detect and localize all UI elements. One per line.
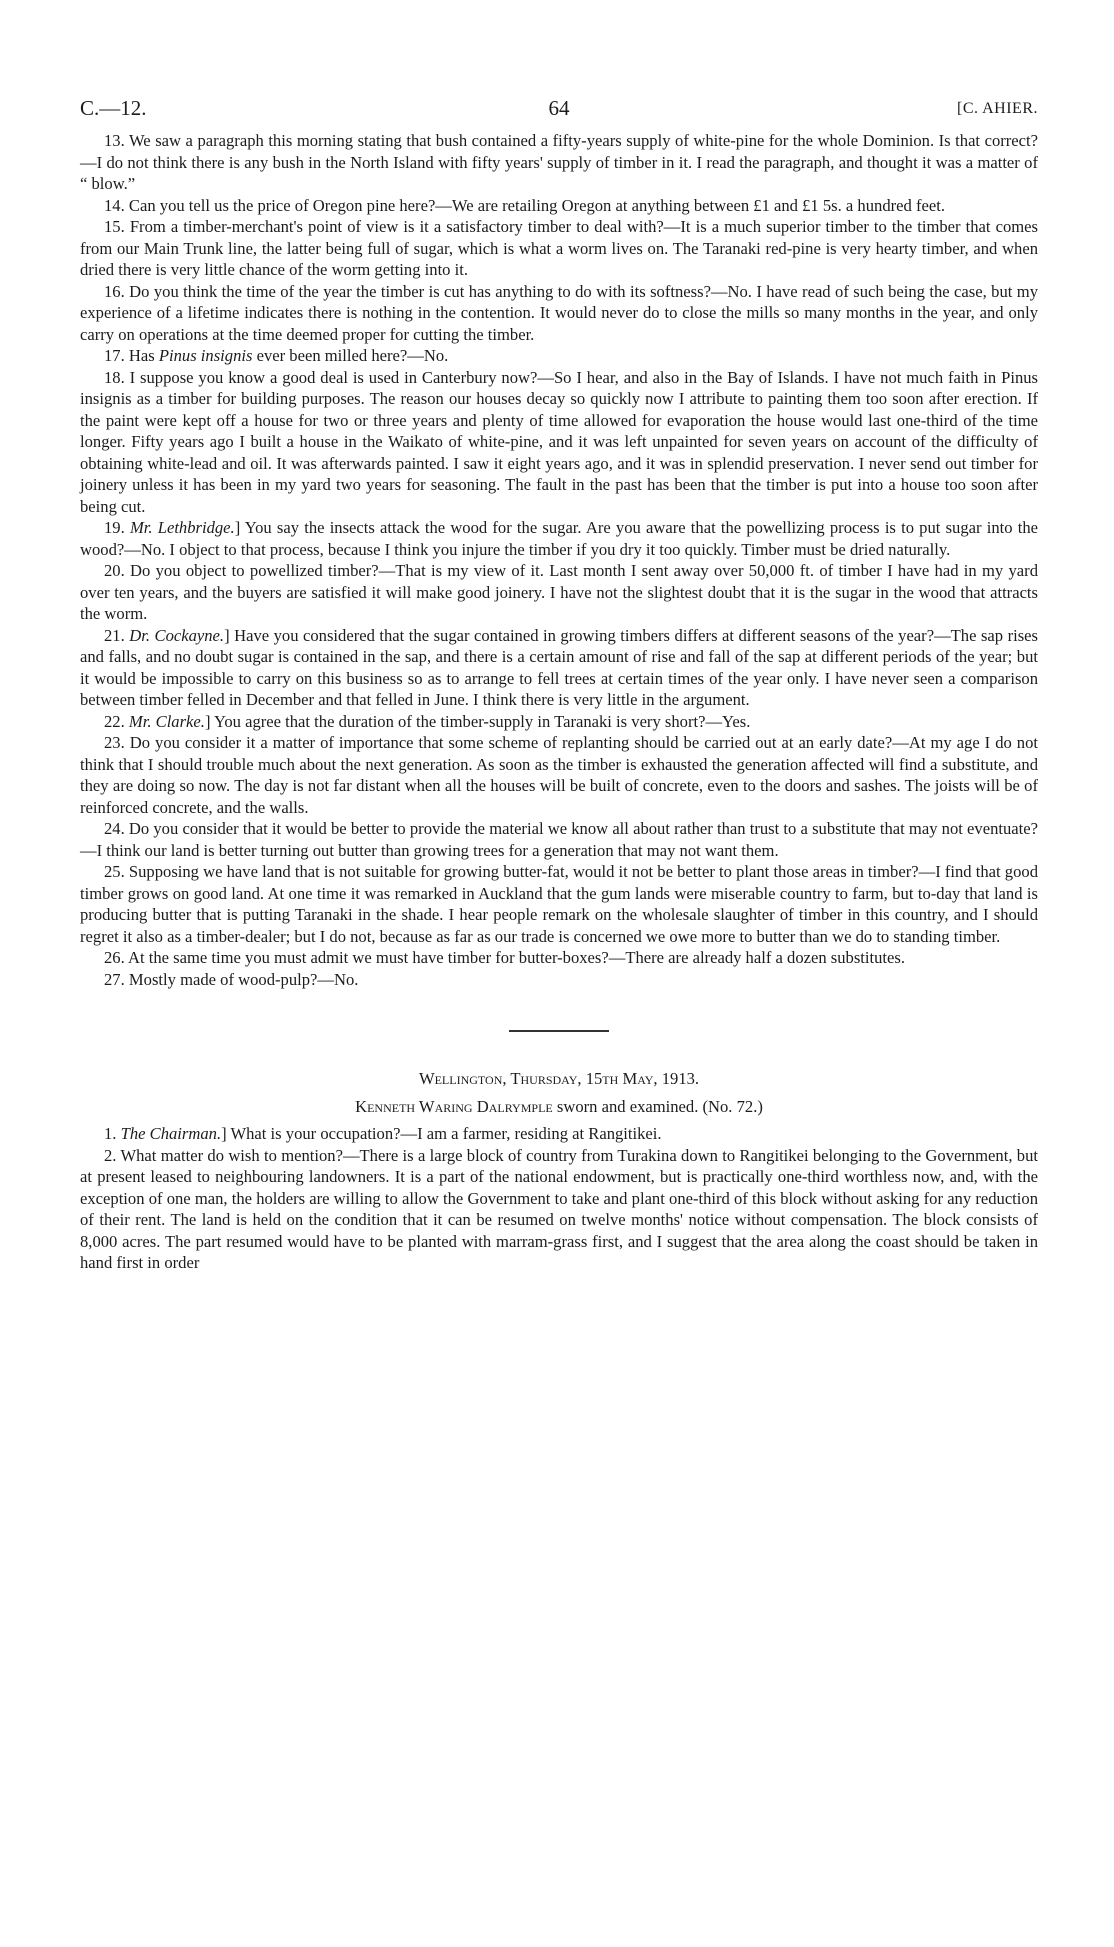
question-1 bbox=[80, 1123, 1038, 1145]
header-witness-name: [C. AHIER. bbox=[957, 100, 1038, 117]
question-2: 2. What matter do wish to mention?—There is a large block of country from Turakina down to Rangitikei belonging to the Government, but at present leased to neighbouring landowners. It is a part of the national endowment, but is practically one-third worthless now, and, with the exception of one man, the holders are willing to allow the Government to take and plant one-third of this block without asking for any reduction of their rent. The land is held on the condition that it can be resumed on twelve months' notice without compensation. The block consists of 8,000 acres. The part resumed would have to be planted with marram-grass first, and I suggest that the area along the coast should be taken in hand first in order bbox=[80, 1145, 1038, 1272]
paragraph-22-number: 22. bbox=[104, 711, 129, 731]
paragraph-17-text-end: ever been milled here?—No. bbox=[252, 346, 449, 365]
evidence-text bbox=[80, 130, 1038, 990]
page-number: 64 bbox=[548, 96, 570, 120]
paragraph-23: 23. Do you consider it a matter of importance that some scheme of replanting should be carried out at an early date?—At my age I do not think that I should trouble much about the next generation. As soon as the timber is exhausted the generation affected will find a substitute, and they are doing so now. The day is not far distant when all the houses will be built of concrete, even to the doors and sashes. The joists will be of reinforced concrete, and the walls. bbox=[80, 733, 1038, 817]
page-header bbox=[80, 96, 1038, 130]
paragraph-16: 16. Do you think the time of the year the timber is cut has anything to do with its softness?—No. I have read of such being the case, but my experience of a lifetime indicates there is nothing in the contention. It would never do to close the mills so many months in the year, and only carry on operations at the time deemed proper for cutting the timber. bbox=[80, 281, 1038, 344]
paragraph-20: 20. Do you object to powellized timber?—That is my view of it. Last month I sent away over 50,000 ft. of timber I have had in my yard over ten years, and the buyers are satisfied it will make good joinery. I have not the slightest doubt that it is the sugar in the wood that attracts the worm. bbox=[80, 561, 1038, 623]
paragraph-25: 25. Supposing we have land that is not suitable for growing butter-fat, would it not be better to plant those areas in timber?—I find that good timber grows on good land. At one time it was remarked in Auckland that the gum lands were miserable country to farm, but to-day that land is producing butter that is putting Taranaki in the shade. I hear people remark on the wholesale slaughter of timber in this country, and I should regret it also as a timber-dealer; but I do not, because as far as our trade is concerned we owe more to butter than we do to standing timber. bbox=[80, 862, 1038, 946]
paragraph-19 bbox=[80, 517, 1038, 560]
section-divider bbox=[509, 1030, 609, 1032]
header-document-ref: C.—12. bbox=[80, 96, 147, 120]
witness-heading bbox=[80, 1096, 1038, 1118]
paragraph-22-text: ] You agree that the duration of the timber-supply in Taranaki is very short?—Yes. bbox=[204, 711, 751, 731]
questioner-name: Dr. Cockayne. bbox=[129, 625, 225, 645]
questioner-name: Mr. Clarke. bbox=[128, 711, 205, 731]
paragraph-15: 15. From a timber-merchant's point of view is it a satisfactory timber to deal with?—It is a much superior timber to the timber that comes from our Main Trunk line, the latter being full of sugar, which is what a worm lives on. The Taranaki red-pine is very hearty timber, and when dried there is very little chance of the worm getting into it. bbox=[80, 217, 1038, 279]
questioner-name: Mr. Lethbridge. bbox=[129, 518, 235, 537]
questioner-name: The Chairman. bbox=[120, 1124, 222, 1143]
paragraph-21 bbox=[80, 625, 1038, 711]
paragraph-17 bbox=[80, 345, 1038, 367]
paragraph-27: 27. Mostly made of wood-pulp?—No. bbox=[104, 969, 359, 989]
question-1-text: ] What is your occupation?—I am a farmer, residing at Rangitikei. bbox=[221, 1124, 662, 1143]
paragraph-21-text: ] Have you considered that the sugar contained in growing timbers differs at different seasons of the year?—The sap rises and falls, and no doubt sugar is contained in the sap, and there is a certain amount of rise and fall of the sap at different periods of the year; but it would be impossible to carry on this business so as to arrange to fell trees at certain times of the year only. I have never seen a comparison between timber felled in December and that felled in June. I think there is very little in the argument. bbox=[80, 625, 1039, 709]
paragraph-17-text: 17. Has bbox=[104, 346, 159, 365]
paragraph-21-number: 21. bbox=[104, 625, 130, 645]
witness-name: Kenneth Waring Dalrymple bbox=[355, 1096, 553, 1116]
paragraph-18: 18. I suppose you know a good deal is used in Canterbury now?—So I hear, and also in the Bay of Islands. I have not much faith in Pinus insignis as a timber for building purposes. The reason our houses decay so quickly now I attribute to painting them too soon after erection. If the paint were kept off a house for two or three years and plenty of time allowed for evaporation the house would last one-third of the time longer. Fifty years ago I built a house in the Waikato of white-pine, and it was left unpainted for seven years on account of the difficulty of obtaining white-lead and oil. It was afterwards painted. I saw it eight years ago, and it was in splendid preservation. I never send out timber for joinery unless it has been in my yard two years for seasoning. The fault in the past has been that the timber is put into a house too soon after being cut. bbox=[80, 367, 1038, 516]
paragraph-13: 13. We saw a paragraph this morning stating that bush contained a fifty-years supply of white-pine for the whole Dominion. Is that correct?—I do not think there is any bush in the North Island with fifty years' supply of timber in it. I read the paragraph, and thought it was a matter of “ blow.” bbox=[80, 131, 1038, 193]
new-evidence-text bbox=[80, 1123, 1038, 1274]
paragraph-19-text: ] You say the insects attack the wood for the sugar. Are you aware that the powellizing process is to put sugar into the wood?—No. I object to that process, because I think you injure the timber if you dry it too quickly. Timber must be dried naturally. bbox=[80, 518, 1038, 559]
paragraph-14: 14. Can you tell us the price of Oregon pine here?—We are retailing Oregon at anything between £1 and £1 5s. a hundred feet. bbox=[104, 195, 945, 215]
paragraph-26: 26. At the same time you must admit we must have timber for butter-boxes?—There are already half a dozen substitutes. bbox=[104, 948, 906, 967]
session-dateline: Wellington, Thursday, 15th May, 1913. bbox=[418, 1069, 700, 1088]
witness-heading-rest: sworn and examined. (No. 72.) bbox=[552, 1096, 763, 1116]
paragraph-22 bbox=[80, 711, 1038, 733]
document-page bbox=[80, 96, 1038, 1274]
question-1-number: 1. bbox=[104, 1124, 121, 1143]
paragraph-19-number: 19. bbox=[104, 518, 130, 537]
species-name: Pinus insignis bbox=[158, 346, 253, 365]
paragraph-24: 24. Do you consider that it would be better to provide the material we know all about rather than trust to a substitute that may not eventuate?—I think our land is better turning out butter than growing trees for a generation that may not want them. bbox=[80, 819, 1038, 860]
